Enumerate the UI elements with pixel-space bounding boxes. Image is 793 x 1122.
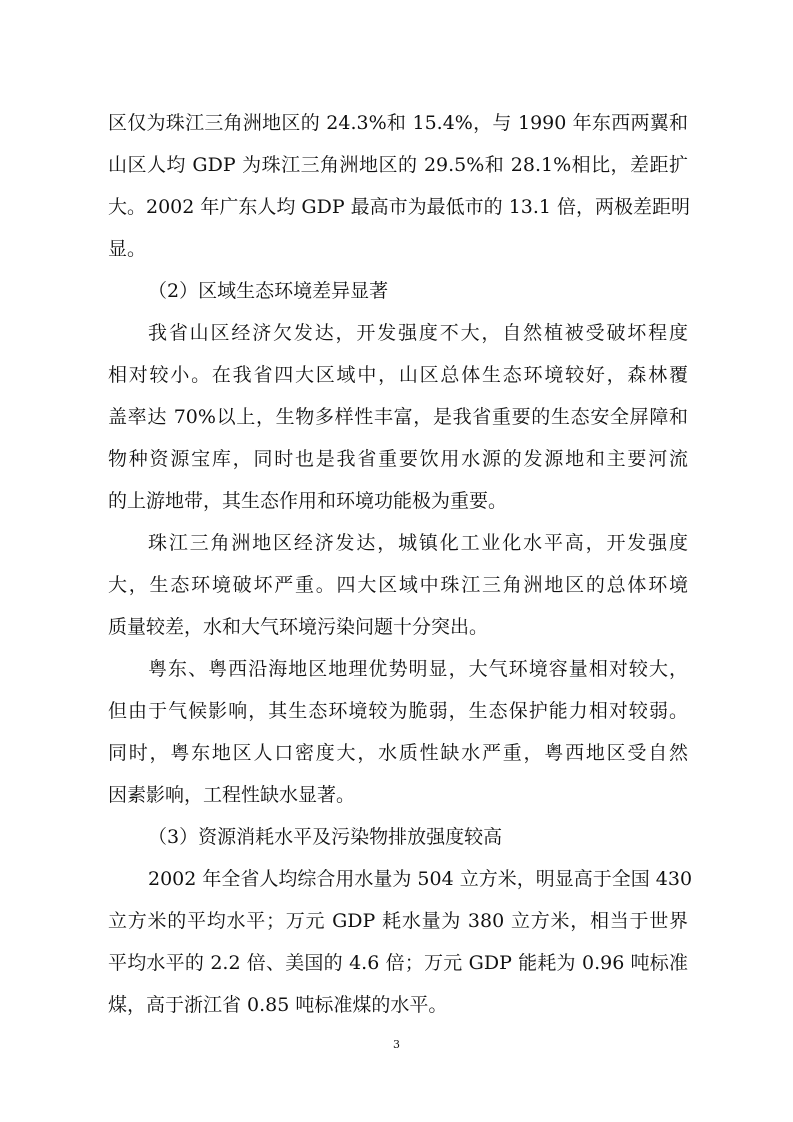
text-line: 同时，粤东地区人口密度大，水质性缺水严重，粤西地区受自然	[108, 742, 688, 764]
text-line: 粤东、粤西沿海地区地理优势明显，大气环境容量相对较大，	[148, 658, 688, 680]
section-heading: （3）资源消耗水平及污染物排放强度较高	[148, 826, 503, 848]
text-line: 山区人均 GDP 为珠江三角洲地区的 29.5%和 28.1%相比，差距扩	[108, 154, 688, 176]
text-line: 区仅为珠江三角洲地区的 24.3%和 15.4%，与 1990 年东西两翼和	[108, 112, 688, 134]
text-line: 珠江三角洲地区经济发达，城镇化工业化水平高，开发强度	[148, 532, 688, 554]
text-line: 平均水平的 2.2 倍、美国的 4.6 倍；万元 GDP 能耗为 0.96 吨标准	[108, 952, 688, 974]
text-line: 大，生态环境破坏严重。四大区域中珠江三角洲地区的总体环境	[108, 574, 688, 596]
text-line: 但由于气候影响，其生态环境较为脆弱，生态保护能力相对较弱。	[108, 700, 688, 722]
text-line: 我省山区经济欠发达，开发强度不大，自然植被受破坏程度	[148, 322, 688, 344]
text-line: 煤，高于浙江省 0.85 吨标准煤的水平。	[108, 994, 448, 1016]
text-line: 大。2002 年广东人均 GDP 最高市为最低市的 13.1 倍，两极差距明	[108, 196, 691, 218]
text-line: 立方米的平均水平；万元 GDP 耗水量为 380 立方米，相当于世界	[108, 910, 688, 932]
page-number: 3	[393, 1038, 400, 1051]
text-line: 显。	[108, 238, 147, 260]
text-line: 质量较差，水和大气环境污染问题十分突出。	[108, 616, 489, 638]
text-line: 2002 年全省人均综合用水量为 504 立方米，明显高于全国 430	[148, 868, 693, 890]
section-heading: （2）区域生态环境差异显著	[148, 280, 389, 302]
text-line: 盖率达 70%以上，生物多样性丰富，是我省重要的生态安全屏障和	[108, 406, 688, 428]
text-line: 的上游地带，其生态作用和环境功能极为重要。	[108, 490, 508, 512]
body-text	[108, 102, 693, 1026]
text-line: 相对较小。在我省四大区域中，山区总体生态环境较好，森林覆	[108, 364, 688, 386]
text-line: 物种资源宝库，同时也是我省重要饮用水源的发源地和主要河流	[108, 448, 688, 470]
text-line: 因素影响，工程性缺水显著。	[108, 784, 356, 806]
